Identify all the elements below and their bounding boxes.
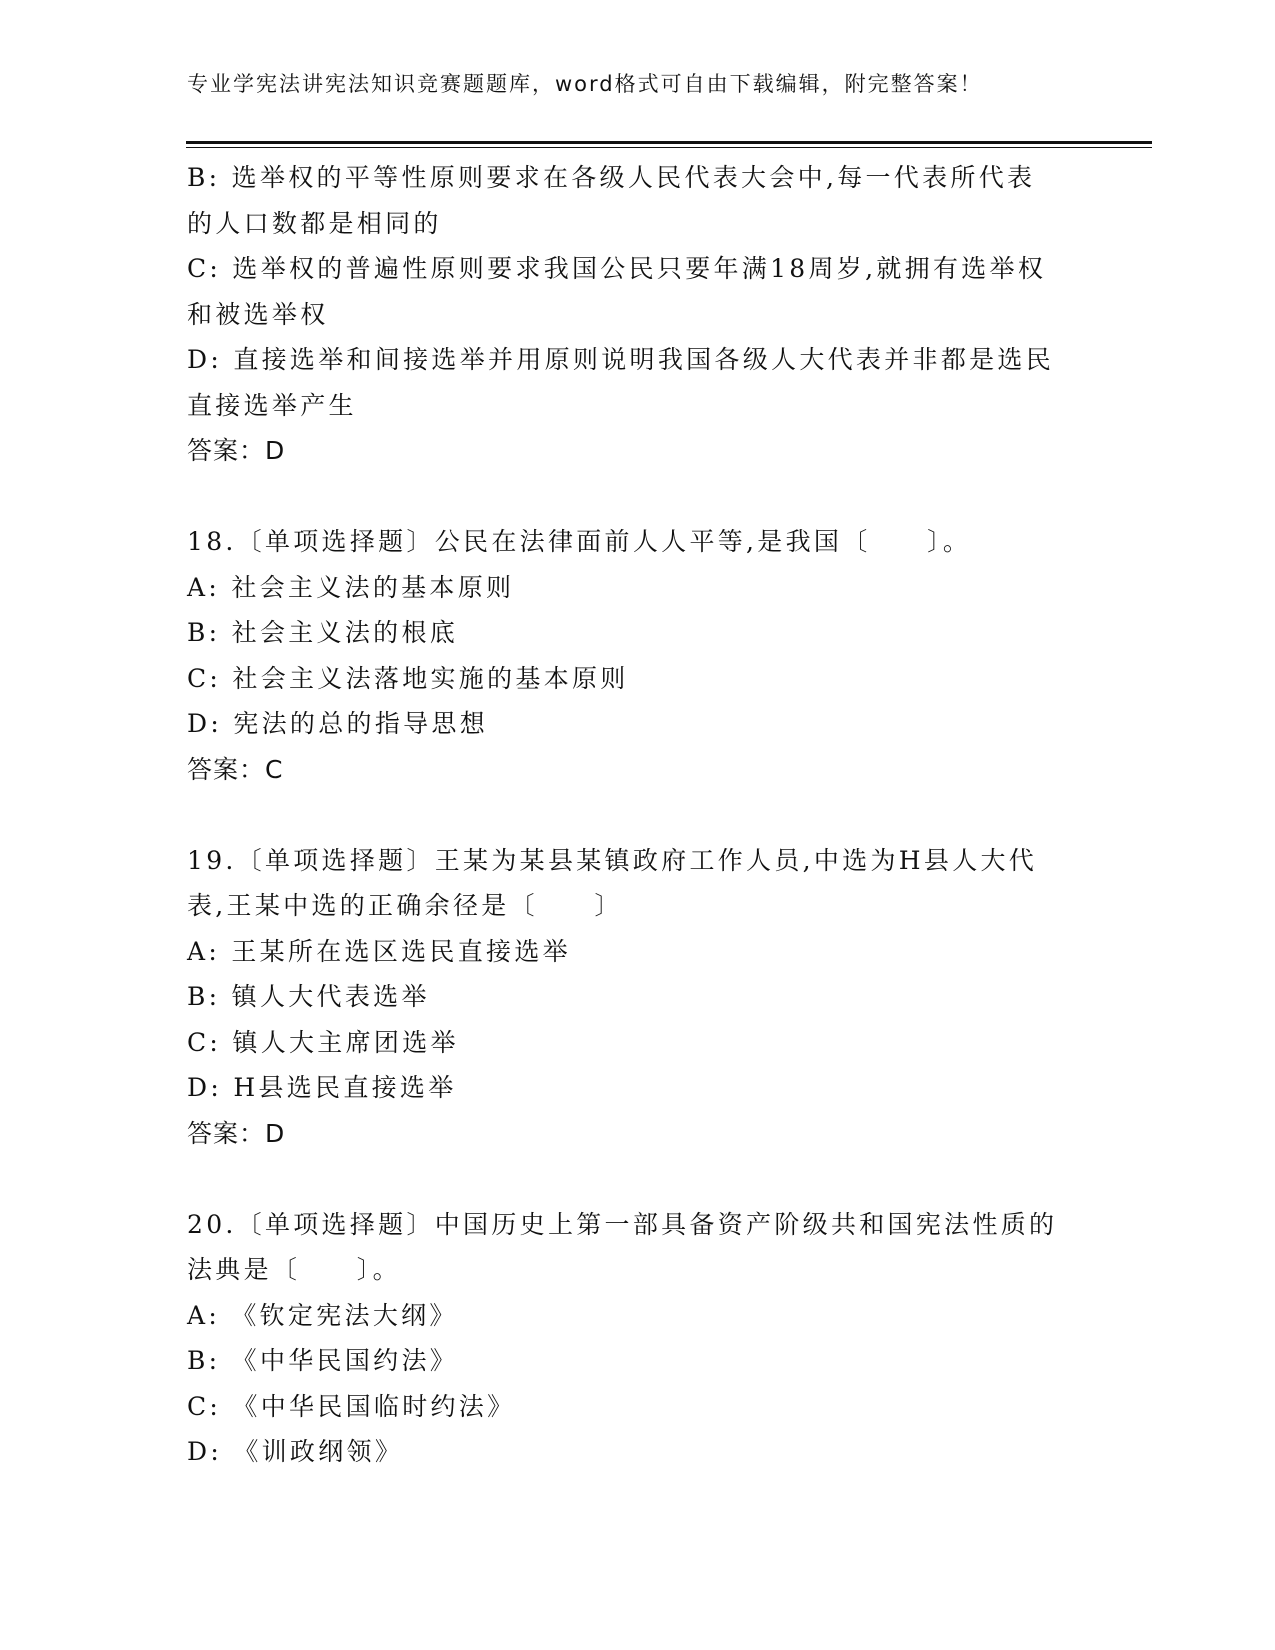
page-header: 专业学宪法讲宪法知识竞赛题题库，word格式可自由下载编辑，附完整答案！ <box>187 72 983 96</box>
option-d: D: 宪法的总的指导思想 <box>187 709 489 738</box>
option-c-line-1: C: 选举权的普遍性原则要求我国公民只要年满18周岁,就拥有选举权 <box>187 254 1047 283</box>
question-19 <box>187 838 1067 1157</box>
option-b-line-2: 的人口数都是相同的 <box>187 208 442 238</box>
option-d-line-1: D: 直接选举和间接选举并用原则说明我国各级人大代表并非都是选民 <box>187 345 1055 374</box>
option-c: C: 镇人大主席团选举 <box>187 1027 459 1057</box>
answer-line: 答案：D <box>187 436 286 465</box>
question-18 <box>187 519 1067 792</box>
question-stem-line-1: 20.〔单项选择题〕中国历史上第一部具备资产阶级共和国宪法性质的 <box>187 1209 1058 1239</box>
option-d-line-2: 直接选举产生 <box>187 390 357 420</box>
question-stem-line-1: 19.〔单项选择题〕王某为某县某镇政府工作人员,中选为H县人大代 <box>187 845 1038 875</box>
answer-line: 答案：D <box>187 1118 286 1148</box>
question-stem: 18.〔单项选择题〕公民在法律面前人人平等,是我国〔 〕。 <box>187 527 972 556</box>
header-rule-thin <box>186 147 1152 148</box>
option-c: C: 《中华民国临时约法》 <box>187 1391 516 1421</box>
option-b-line-1: B: 选举权的平等性原则要求在各级人民代表大会中,每一代表所代表 <box>187 163 1036 192</box>
question-stem-line-2: 表,王某中选的正确余径是〔 〕 <box>187 891 623 920</box>
option-b: B: 镇人大代表选举 <box>187 982 430 1011</box>
option-d: D: 《训政纲领》 <box>187 1437 404 1466</box>
option-b: B: 社会主义法的根底 <box>187 618 459 647</box>
question-20 <box>187 1202 1067 1475</box>
option-b: B: 《中华民国约法》 <box>187 1346 459 1375</box>
question-17-tail <box>187 155 1067 474</box>
option-a: A: 王某所在选区选民直接选举 <box>187 936 571 966</box>
question-stem-line-2: 法典是〔 〕。 <box>187 1255 401 1284</box>
question-list <box>187 155 1067 1475</box>
question-spacer <box>187 1156 1067 1202</box>
header-rule-thick <box>186 141 1152 144</box>
option-c: C: 社会主义法落地实施的基本原则 <box>187 663 629 693</box>
question-spacer <box>187 474 1067 520</box>
option-c-line-2: 和被选举权 <box>187 299 329 329</box>
answer-line: 答案：C <box>187 754 284 784</box>
option-a: A: 社会主义法的基本原则 <box>187 572 515 602</box>
question-spacer <box>187 792 1067 838</box>
option-a: A: 《钦定宪法大纲》 <box>187 1300 458 1330</box>
option-d: D: H县选民直接选举 <box>187 1073 457 1102</box>
